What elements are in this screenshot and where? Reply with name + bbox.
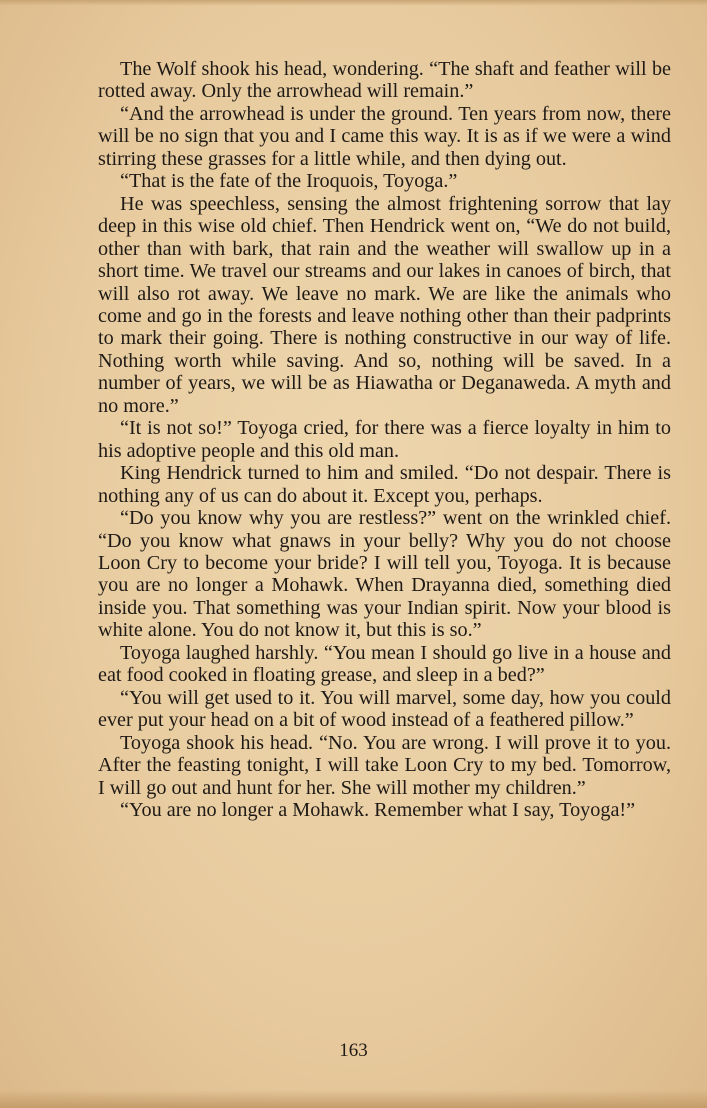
paragraph-2: “And the arrowhead is under the ground. Ten years from now, there will be no sign that you and I came this way. It is as if we were a wind stirring these grasses for a little while, and then dying out.	[98, 102, 671, 170]
body-text	[98, 58, 671, 821]
paragraph-4: He was speechless, sensing the almost frightening sorrow that lay deep in this wise old chief. Then Hendrick went on, “We do not build, other than with bark, that rain and the weather will swallow up in a short time. We travel our streams and our lakes in canoes of birch, that will also rot away. We leave no mark. We are like the animals who come and go in the forests and leave nothing other than their padprints to mark their going. There is nothing constructive in our way of life. Nothing worth while saving. And so, nothing will be saved. In a number of years, we will be as Hiawatha or Deganaweda. A myth and no more.”	[98, 192, 671, 417]
paragraph-6: King Hendrick turned to him and smiled. “Do not despair. There is nothing any of us can do about it. Except you, perhaps.	[98, 462, 671, 507]
page-bottom-edge	[0, 1090, 707, 1108]
paragraph-8: Toyoga laughed harshly. “You mean I should go live in a house and eat food cooked in floating grease, and sleep in a bed?”	[98, 641, 671, 687]
paragraph-1: The Wolf shook his head, wondering. “The shaft and feather will be rotted away. Only the arrowhead will remain.”	[98, 58, 671, 103]
paragraph-10: Toyoga shook his head. “No. You are wrong. I will prove it to you. After the feasting tonight, I will take Loon Cry to my bed. Tomorrow, I will go out and hunt for her. She will mother my children.”	[98, 731, 671, 799]
paragraph-7: “Do you know why you are restless?” went on the wrinkled chief. “Do you know what gnaws in your belly? Why you do not choose Loon Cry to become your bride? I will tell you, Toyoga. It is because you are no longer a Mohawk. When Drayanna died, something died inside you. That something was your Indian spirit. Now your blood is white alone. You do not know it, but this is so.”	[98, 507, 671, 642]
paragraph-11: “You are no longer a Mohawk. Remember what I say, Toyoga!”	[120, 798, 636, 821]
paragraph-5: “It is not so!” Toyoga cried, for there was a fierce loyalty in him to his adoptive people and this old man.	[98, 417, 671, 462]
paragraph-3: “That is the fate of the Iroquois, Toyoga.”	[120, 170, 458, 193]
paragraph-9: “You will get used to it. You will marvel, some day, how you could ever put your head on a bit of wood instead of a feathered pillow.”	[98, 686, 671, 732]
page-number: 163	[339, 1040, 368, 1061]
page-top-edge	[0, 0, 707, 6]
